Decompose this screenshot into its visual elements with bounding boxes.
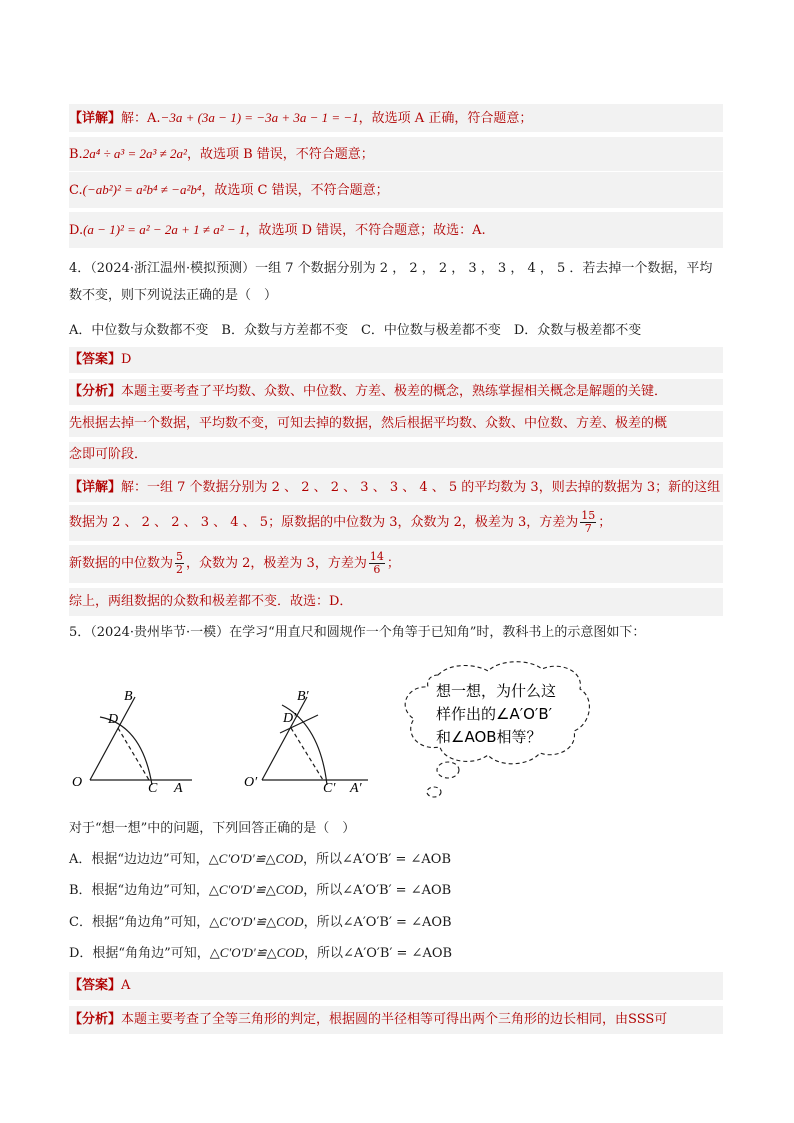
q3-detail-line-4: D.(a − 1)² = a² − 2a + 1 ≠ a² − 1，故选项 D 错误，不符合题意；故选：A. xyxy=(69,212,723,248)
q4-detail-line-3: 新数据的中位数为 $\frac{5}{2}$ ，众数为 2，极差为 3，方差为 $\frac{14}{6}$ ； xyxy=(69,545,723,583)
q5-option-c: C．根据“角边角”可知，△C′O′D′≌△COD，所以∠A′O′B′ = ∠AOB xyxy=(69,914,452,930)
q4-detail-line-4: 综上，两组数据的众数和极差都不变．故选：D． xyxy=(69,588,723,616)
q5-question: 对于“想一想”中的问题，下列回答正确的是（ ） xyxy=(69,821,356,836)
label-c: C xyxy=(148,781,158,796)
q3-detail-line-2: B.2a⁴ ÷ a³ = 2a³ ≠ 2a²，故选项 B 错误，不符合题意； xyxy=(69,137,723,171)
label-a: A xyxy=(174,781,183,796)
q5-figure xyxy=(0,655,794,825)
dashed-c-d-prime xyxy=(291,728,323,780)
detail-tag: 【详解】 xyxy=(69,111,122,126)
q4-detail-line-1: 【详解】解：一组 7 个数据分别为 2 、 2 、 2 、 3 、 3 、 4 、 5 的平均数为 3，则去掉的数据为 3；新的这组 xyxy=(69,474,723,502)
q5-option-a: A．根据“边边边”可知，△C′O′D′≌△COD，所以∠A′O′B′ = ∠AOB xyxy=(69,851,452,867)
q3-detail-line-3: C.(−ab²)² = a²b⁴ ≠ −a²b⁴，故选项 C 错误，不符合题意； xyxy=(69,172,723,208)
expression: (a − 1)² = a² − 2a + 1 ≠ a² − 1 xyxy=(83,222,246,237)
q4-analysis-line-1: 【分析】本题主要考查了平均数、众数、中位数、方差、极差的概念，熟练掌握相关概念是解题的关键． xyxy=(69,379,723,405)
label-c-prime: C′ xyxy=(323,781,336,796)
q4-answer: 【答案】D xyxy=(69,347,723,373)
q4-detail-line-2: 数据为 2 、 2 、 2 、 3 、 4 、 5；原数据的中位数为 3，众数为 2，极差为 3，方差为 $\frac{15}{7}$ ； xyxy=(69,505,723,541)
label-b-prime: B′ xyxy=(297,689,309,704)
bubble-text-line-2: 样作出的∠A′O′B′ xyxy=(436,705,553,723)
label-o-prime: O′ xyxy=(244,775,258,790)
bubble-dot-2 xyxy=(427,787,441,797)
label-o: O xyxy=(72,775,83,790)
label-a-prime: A′ xyxy=(350,781,362,796)
q4-stem-line-2: 数不变，则下列说法正确的是（ ） xyxy=(69,288,278,303)
figure-left xyxy=(90,697,192,785)
expression: −3a + (3a − 1) = −3a + 3a − 1 = −1 xyxy=(160,110,359,125)
fraction: $\frac{14}{6}$ xyxy=(369,550,384,576)
expression: 2a⁴ ÷ a³ = 2a³ ≠ 2a² xyxy=(82,146,187,161)
label-b: B xyxy=(124,689,133,704)
q3-detail-line-1: 【详解】解：A.−3a + (3a − 1) = −3a + 3a − 1 = −1，故选项 A 正确，符合题意； xyxy=(69,104,723,132)
dashed-cd xyxy=(118,728,149,780)
fraction: $\frac{5}{2}$ xyxy=(176,550,184,576)
q5-option-b: B．根据“边角边”可知，△C′O′D′≌△COD，所以∠A′O′B′ = ∠AOB xyxy=(69,882,452,898)
ray-o-b-prime xyxy=(262,697,307,780)
figure-right xyxy=(262,697,368,785)
expression: (−ab²)² = a²b⁴ ≠ −a²b⁴ xyxy=(82,182,202,197)
q4-stem-line-1: 4．（2024·浙江温州·模拟预测）一组 7 个数据分别为 2 ， 2 ， 2 ， 3 ， 3 ， 4 ， 5 ．若去掉一个数据，平均 xyxy=(69,261,713,276)
q5-stem: 5．（2024·贵州毕节·一模）在学习“用直尺和圆规作一个角等于已知角”时，教科书上的示意图如下： xyxy=(69,625,646,640)
q4-analysis-line-2: 先根据去掉一个数据，平均数不变，可知去掉的数据，然后根据平均数、众数、中位数、方差、极差的概 xyxy=(69,411,723,437)
label-d: D xyxy=(108,712,119,727)
q5-answer: 【答案】A xyxy=(69,972,723,1000)
label-d-prime: D′ xyxy=(283,711,297,726)
ray-ob xyxy=(90,697,135,780)
q5-analysis: 【分析】本题主要考查了全等三角形的判定，根据圆的半径相等可得出两个三角形的边长相同，由SSS可 xyxy=(69,1006,723,1034)
q4-options: A．中位数与众数都不变 B．众数与方差都不变 C．中位数与极差都不变 D．众数与极差都不变 xyxy=(69,323,642,338)
bubble-text-line-3: 和∠AOB相等？ xyxy=(436,728,542,746)
fraction: $\frac{15}{7}$ xyxy=(581,509,596,535)
q4-analysis-line-3: 念即可阶段． xyxy=(69,442,723,468)
arc xyxy=(100,717,152,785)
q5-option-d: D．根据“角角边”可知，△C′O′D′≌△COD，所以∠A′O′B′ = ∠AOB xyxy=(69,945,453,961)
bubble-dot-1 xyxy=(437,762,459,778)
bubble-text-line-1: 想一想，为什么这 xyxy=(436,682,557,700)
